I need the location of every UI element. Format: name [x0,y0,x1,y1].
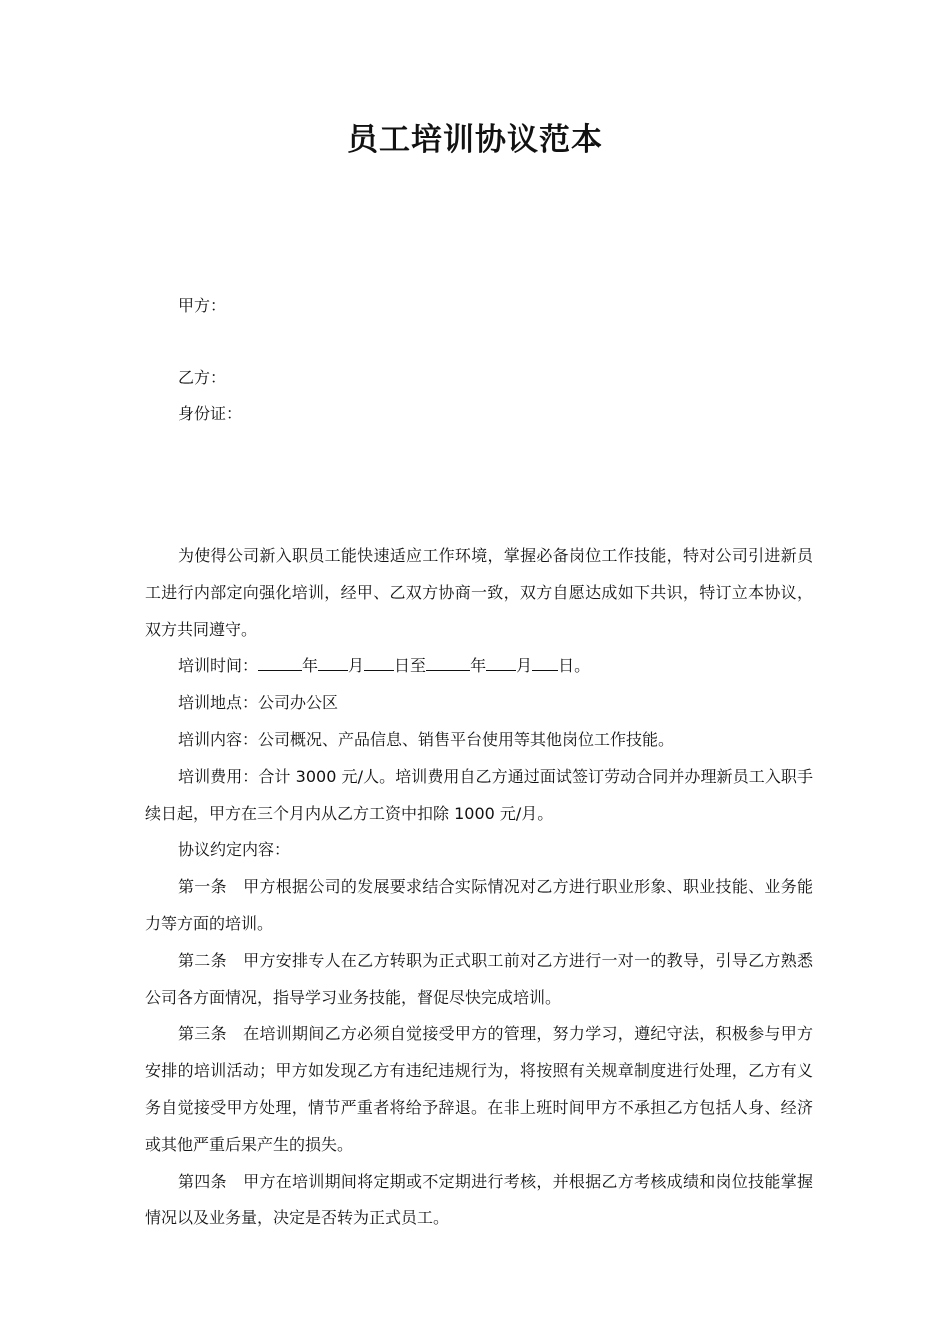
training-time-label: 培训时间： [178,656,259,676]
blank-year-end [426,653,470,671]
article-text: 在培训期间乙方必须自觉接受甲方的管理，努力学习，遵纪守法，积极参与甲方安排的培训活动；甲方如发现乙方有违纪违规行为，将按照有关规章制度进行处理，乙方有义务自觉接受甲方处理，情节严重者将给予辞退。在非上班时间甲方不承担乙方包括人身、经济或其他严重后果产生的损失。 [145,1024,813,1154]
agreement-heading: 协议约定内容： [178,840,291,860]
article-2 [145,943,813,1017]
blank-day-start [364,653,394,671]
article-text: 甲方根据公司的发展要求结合实际情况对乙方进行职业形象、职业技能、业务能力等方面的培训。 [145,877,813,933]
article-number: 第四条 [178,1171,227,1191]
day-end-label: 日。 [558,656,591,676]
article-text: 甲方安排专人在乙方转职为正式职工前对乙方进行一对一的教导，引导乙方熟悉公司各方面情况，指导学习业务技能，督促尽快完成培训。 [145,950,813,1007]
article-number: 第二条 [178,950,227,970]
article-3 [145,1016,813,1163]
year-label-end: 年 [470,656,487,676]
year-label-start: 年 [302,656,319,676]
id-card-label: 身份证： [178,404,243,423]
month-label-start: 月 [348,656,365,676]
party-a-label: 甲方： [178,296,227,315]
article-number: 第一条 [178,877,227,897]
article-1 [145,869,813,943]
blank-month-end [486,653,516,671]
training-fee-paragraph: 培训费用：合计 3000 元/人。培训费用自乙方通过面试签订劳动合同并办理新员工入职手续日起，甲方在三个月内从乙方工资中扣除 1000 元/月。 [145,766,813,823]
month-label-end: 月 [516,656,533,676]
blank-day-end [532,653,558,671]
document-body [145,538,813,1237]
document-title: 员工培训协议范本 [347,122,603,158]
article-number: 第三条 [178,1024,227,1044]
training-time-line [145,648,813,685]
day-to-label: 日至 [394,656,427,676]
training-place-line: 培训地点：公司办公区 [178,693,339,713]
training-content-line: 培训内容：公司概况、产品信息、销售平台使用等其他岗位工作技能。 [178,729,675,749]
blank-month-start [318,653,348,671]
party-b-label: 乙方： [178,368,227,387]
article-text: 甲方在培训期间将定期或不定期进行考核，并根据乙方考核成绩和岗位技能掌握情况以及业务量，决定是否转为正式员工。 [145,1171,813,1228]
blank-year-start [258,653,302,671]
article-4 [145,1164,813,1238]
intro-paragraph: 为使得公司新入职员工能快速适应工作环境，掌握必备岗位工作技能，特对公司引进新员工进行内部定向强化培训，经甲、乙双方协商一致，双方自愿达成如下共识，特订立本协议，双方共同遵守。 [145,546,813,639]
